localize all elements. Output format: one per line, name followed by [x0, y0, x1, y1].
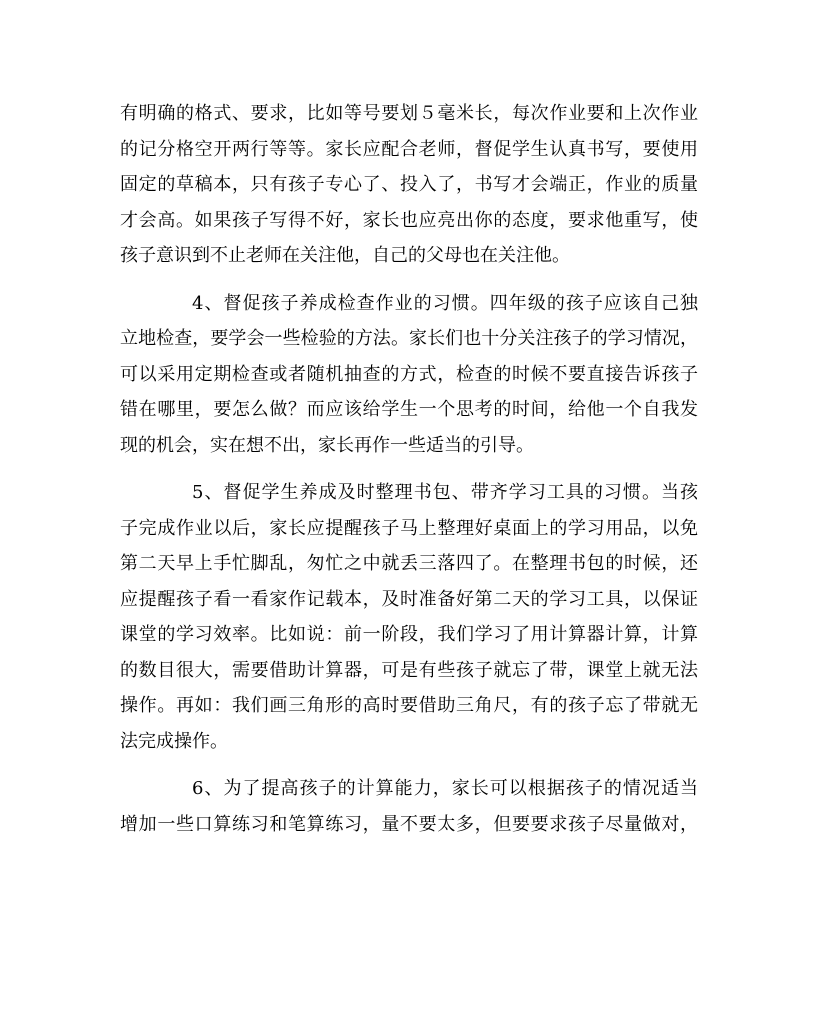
paragraph-item-6	[120, 771, 698, 842]
text-line: 固定的草稿本，只有孩子专心了、投入了，书写才会端正，作业的质量	[120, 174, 698, 195]
text-line: 操作。再如：我们画三角形的高时要借助三角尺，有的孩子忘了带就无	[120, 695, 698, 716]
text-line: 立地检查，要学会一些检验的方法。家长们也十分关注孩子的学习情况，	[120, 328, 698, 349]
text-line: 孩子意识到不止老师在关注他，自己的父母也在关注他。	[120, 245, 570, 266]
text-line: 的数目很大，需要借助计算器，可是有些孩子就忘了带，课堂上就无法	[120, 659, 698, 681]
text-line: 可以采用定期检查或者随机抽查的方式，检查的时候不要直接告诉孩子	[120, 363, 698, 385]
paragraph-gap	[120, 463, 698, 475]
text-line: 错在哪里，要怎么做？而应该给学生一个思考的时间，给他一个自我发	[120, 399, 698, 420]
text-line: 课堂的学习效率。比如说：前一阶段，我们学习了用计算器计算，计算	[120, 624, 698, 645]
text-line: 5、督促学生养成及时整理书包、带齐学习工具的习惯。当孩	[192, 482, 698, 503]
paragraph-item-5	[120, 475, 698, 759]
text-line: 现的机会，实在想不出，家长再作一些适当的引导。	[120, 434, 534, 456]
paragraph-item-4	[120, 286, 698, 464]
text-line: 才会高。如果孩子写得不好，家长也应亮出你的态度，要求他重写，使	[120, 209, 698, 231]
text-line: 法完成操作。	[120, 730, 228, 752]
text-line: 4、督促孩子养成检查作业的习惯。四年级的孩子应该自己独	[192, 292, 698, 314]
text-line: 有明确的格式、要求，比如等号要划５毫米长，每次作业要和上次作业	[120, 103, 698, 124]
text-line: 的记分格空开两行等等。家长应配合老师，督促学生认真书写，要使用	[120, 138, 698, 160]
text-line: 第二天早上手忙脚乱，匆忙之中就丢三落四了。在整理书包的时候，还	[120, 553, 698, 574]
text-line: 增加一些口算练习和笔算练习，量不要太多，但要要求孩子尽量做对，	[120, 813, 698, 835]
document-body	[120, 96, 698, 842]
paragraph-gap	[120, 759, 698, 771]
paragraph-gap	[120, 274, 698, 286]
text-line: 应提醒孩子看一看家作记载本，及时准备好第二天的学习工具，以保证	[120, 588, 698, 610]
paragraph-continuation	[120, 96, 698, 274]
text-line: 子完成作业以后，家长应提醒孩子马上整理好桌面上的学习用品，以免	[120, 517, 698, 539]
text-line: 6、为了提高孩子的计算能力，家长可以根据孩子的情况适当	[192, 778, 698, 799]
